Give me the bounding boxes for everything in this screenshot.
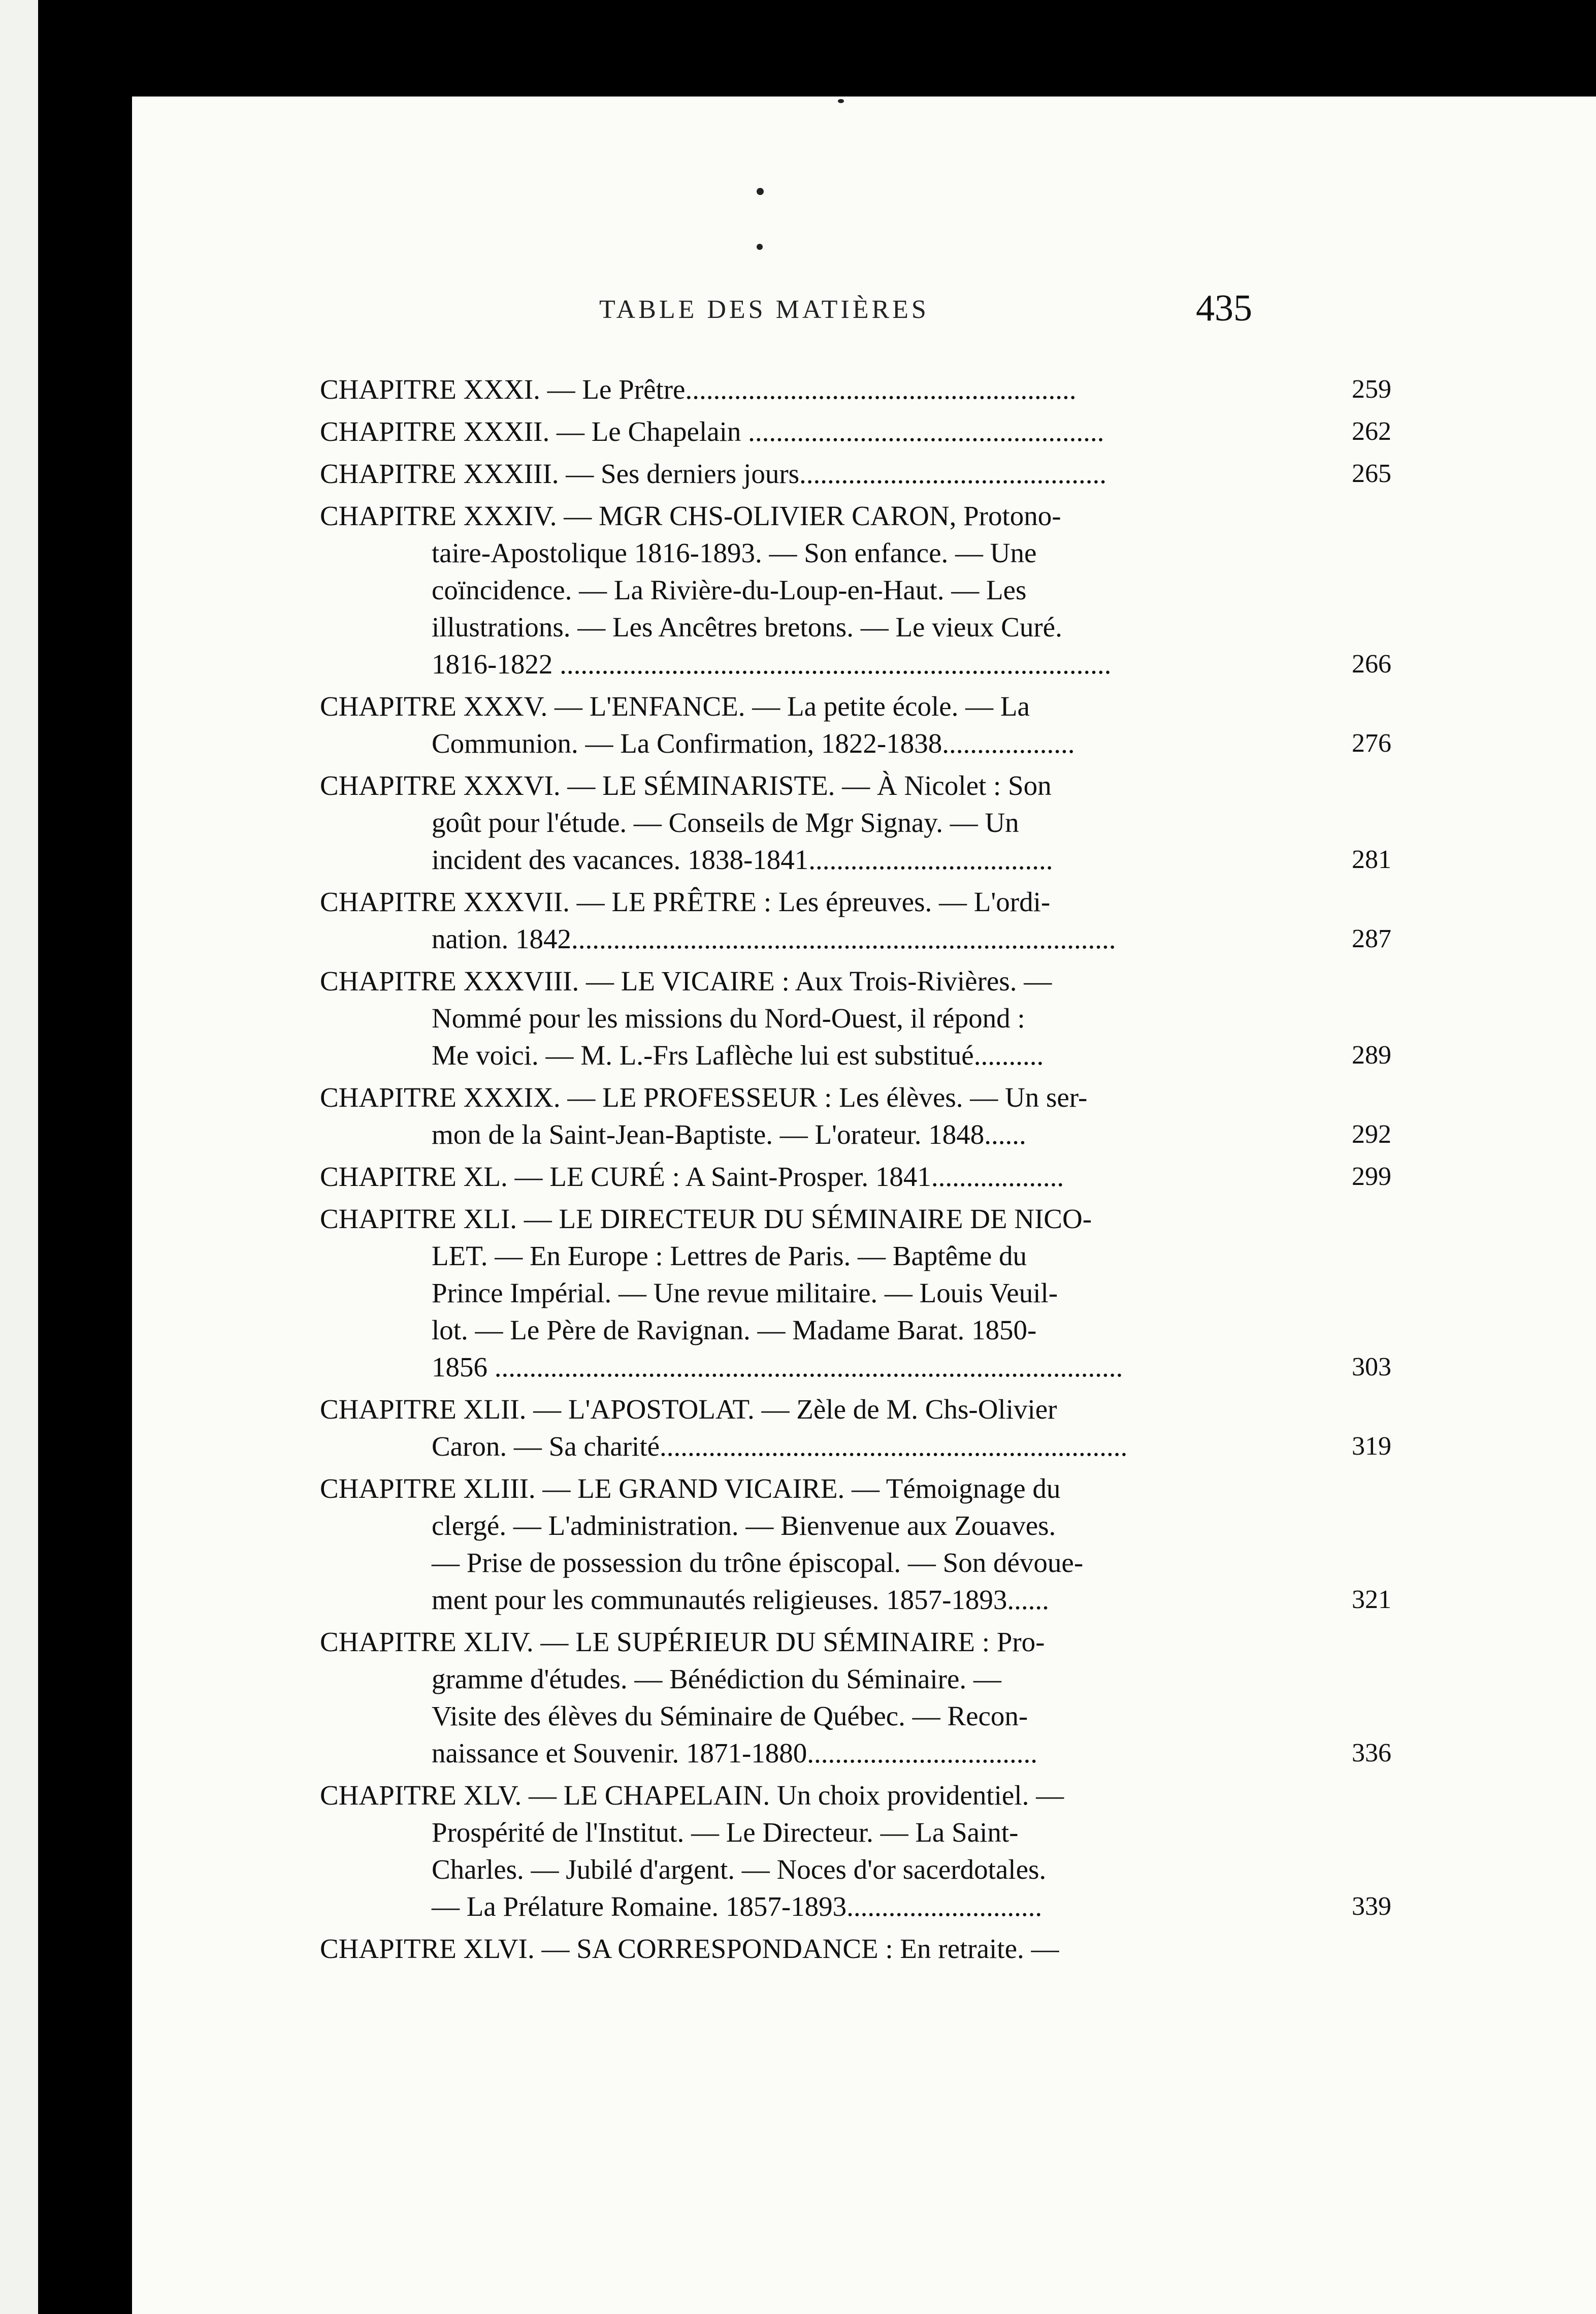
toc-entry-text: [320, 1930, 1325, 1967]
toc-line: CHAPITRE XLV. — LE CHAPELAIN. Un choix providentiel. —: [320, 1780, 1064, 1811]
toc-entry: [320, 1623, 1391, 1772]
scan-speck: [757, 188, 764, 195]
toc-page-number: 287: [1352, 924, 1391, 953]
toc-entry: [320, 688, 1391, 762]
toc-entry-text: [320, 962, 1325, 1074]
toc-line: CHAPITRE XLI. — LE DIRECTEUR DU SÉMINAIRE DE NICO-: [320, 1203, 1092, 1234]
toc-line: CHAPITRE XXXV. — L'ENFANCE. — La petite école. — La: [320, 691, 1030, 722]
toc-line: Visite des élèves du Séminaire de Québec. — Recon-: [432, 1700, 1028, 1731]
toc-page-number: 321: [1352, 1585, 1391, 1614]
toc-line: illustrations. — Les Ancêtres bretons. — Le vieux Curé.: [432, 612, 1062, 642]
toc-entry-text: [320, 1200, 1325, 1386]
toc-line: Me voici. — M. L.-Frs Laflèche lui est substitué..........: [432, 1040, 1044, 1071]
toc-line: CHAPITRE XLVI. — SA CORRESPONDANCE : En retraite. —: [320, 1933, 1059, 1964]
toc-line: Charles. — Jubilé d'argent. — Noces d'or sacerdotales.: [432, 1854, 1047, 1885]
toc-entry-text: [320, 1079, 1325, 1153]
toc-line: CHAPITRE XLII. — L'APOSTOLAT. — Zèle de M. Chs-Olivier: [320, 1394, 1057, 1425]
running-title: TABLE DES MATIÈRES: [599, 295, 929, 324]
toc-line: clergé. — L'administration. — Bienvenue aux Zouaves.: [432, 1510, 1056, 1541]
toc-line: taire-Apostolique 1816-1893. — Son enfance. — Une: [432, 537, 1037, 568]
toc-entry: [320, 883, 1391, 957]
toc-entry: [320, 1158, 1391, 1195]
toc-line: CHAPITRE XXXII. — Le Chapelain ...................................................: [320, 416, 1104, 447]
toc-line: Caron. — Sa charité...................................................................: [432, 1431, 1128, 1462]
toc-page-number: 292: [1352, 1120, 1391, 1149]
toc-page-number: 276: [1352, 729, 1391, 758]
toc-line: CHAPITRE XLIV. — LE SUPÉRIEUR DU SÉMINAIRE : Pro-: [320, 1626, 1045, 1657]
toc-line: CHAPITRE XLIII. — LE GRAND VICAIRE. — Témoignage du: [320, 1473, 1061, 1504]
toc-line: lot. — Le Père de Ravignan. — Madame Barat. 1850-: [432, 1314, 1037, 1345]
toc-entry: [320, 962, 1391, 1074]
toc-line: naissance et Souvenir. 1871-1880.................................: [432, 1738, 1038, 1769]
toc-line: goût pour l'étude. — Conseils de Mgr Signay. — Un: [432, 807, 1019, 838]
toc-entry: [320, 767, 1391, 878]
toc-page-number: 299: [1352, 1162, 1391, 1191]
toc-entry: [320, 1079, 1391, 1153]
toc-entry-text: [320, 1623, 1325, 1772]
toc-page-number: 265: [1352, 459, 1391, 488]
toc-line: — La Prélature Romaine. 1857-1893............................: [432, 1891, 1043, 1922]
toc-entry-text: [320, 767, 1325, 878]
toc-entry-text: [320, 1391, 1325, 1465]
toc-page-number: 281: [1352, 845, 1391, 874]
toc-page-number: 262: [1352, 417, 1391, 446]
running-header: [132, 287, 1596, 350]
toc-line: Prospérité de l'Institut. — Le Directeur. — La Saint-: [432, 1817, 1019, 1848]
toc-page-number: 259: [1352, 375, 1391, 404]
toc-entry-text: [320, 1470, 1325, 1618]
scan-speck: [838, 99, 844, 103]
toc-entry-text: [320, 688, 1325, 762]
scan-speck: [757, 244, 763, 250]
toc-entry: [320, 1777, 1391, 1925]
toc-line: CHAPITRE XXXIV. — MGR CHS-OLIVIER CARON, Protono-: [320, 500, 1061, 531]
toc-line: nation. 1842..............................................................................: [432, 923, 1116, 954]
toc-line: Nommé pour les missions du Nord-Ouest, il répond :: [432, 1003, 1025, 1034]
toc-page-number: 303: [1352, 1353, 1391, 1381]
toc-line: coïncidence. — La Rivière-du-Loup-en-Haut. — Les: [432, 574, 1027, 605]
toc-page-number: 266: [1352, 650, 1391, 679]
toc-line: CHAPITRE XXXI. — Le Prêtre........................................................: [320, 374, 1077, 405]
toc-line: mon de la Saint-Jean-Baptiste. — L'orateur. 1848......: [432, 1119, 1026, 1150]
toc-line: 1816-1822 ...............................................................................: [432, 649, 1112, 680]
table-of-contents: [320, 371, 1391, 1972]
scan-left-margin: [0, 0, 38, 2314]
toc-line: CHAPITRE XL. — LE CURÉ : A Saint-Prosper. 1841...................: [320, 1161, 1064, 1192]
folio-number: 435: [1196, 287, 1252, 329]
toc-page-number: 289: [1352, 1041, 1391, 1070]
toc-entry: [320, 1930, 1391, 1967]
toc-line: incident des vacances. 1838-1841...................................: [432, 844, 1053, 875]
toc-line: gramme d'études. — Bénédiction du Séminaire. —: [432, 1663, 1001, 1694]
toc-entry-text: [320, 497, 1325, 683]
toc-line: CHAPITRE XXXIX. — LE PROFESSEUR : Les élèves. — Un ser-: [320, 1082, 1088, 1113]
toc-page-number: 319: [1352, 1432, 1391, 1461]
toc-entry: [320, 497, 1391, 683]
toc-entry-text: [320, 883, 1325, 957]
toc-line: Prince Impérial. — Une revue militaire. — Louis Veuil-: [432, 1277, 1058, 1308]
toc-entry-text: [320, 413, 1325, 450]
toc-entry-text: [320, 1777, 1325, 1925]
toc-line: ment pour les communautés religieuses. 1857-1893......: [432, 1584, 1049, 1615]
book-page: [132, 97, 1596, 2314]
toc-line: 1856 ..........................................................................................: [432, 1352, 1123, 1383]
toc-entry: [320, 1470, 1391, 1618]
toc-line: CHAPITRE XXXVIII. — LE VICAIRE : Aux Trois-Rivières. —: [320, 966, 1052, 997]
toc-line: CHAPITRE XXXIII. — Ses derniers jours............................................: [320, 458, 1107, 489]
toc-entry: [320, 371, 1391, 408]
toc-page-number: 336: [1352, 1739, 1391, 1767]
toc-entry-text: [320, 455, 1325, 492]
toc-line: Communion. — La Confirmation, 1822-1838...................: [432, 728, 1075, 759]
toc-entry: [320, 1391, 1391, 1465]
toc-line: CHAPITRE XXXVII. — LE PRÊTRE : Les épreuves. — L'ordi-: [320, 886, 1051, 917]
toc-line: LET. — En Europe : Lettres de Paris. — Baptême du: [432, 1240, 1027, 1271]
toc-line: CHAPITRE XXXVI. — LE SÉMINARISTE. — À Nicolet : Son: [320, 770, 1052, 801]
toc-entry-text: [320, 1158, 1325, 1195]
toc-page-number: 339: [1352, 1892, 1391, 1921]
toc-entry: [320, 1200, 1391, 1386]
toc-line: — Prise de possession du trône épiscopal. — Son dévoue-: [432, 1547, 1084, 1578]
toc-entry-text: [320, 371, 1325, 408]
toc-entry: [320, 413, 1391, 450]
toc-entry: [320, 455, 1391, 492]
